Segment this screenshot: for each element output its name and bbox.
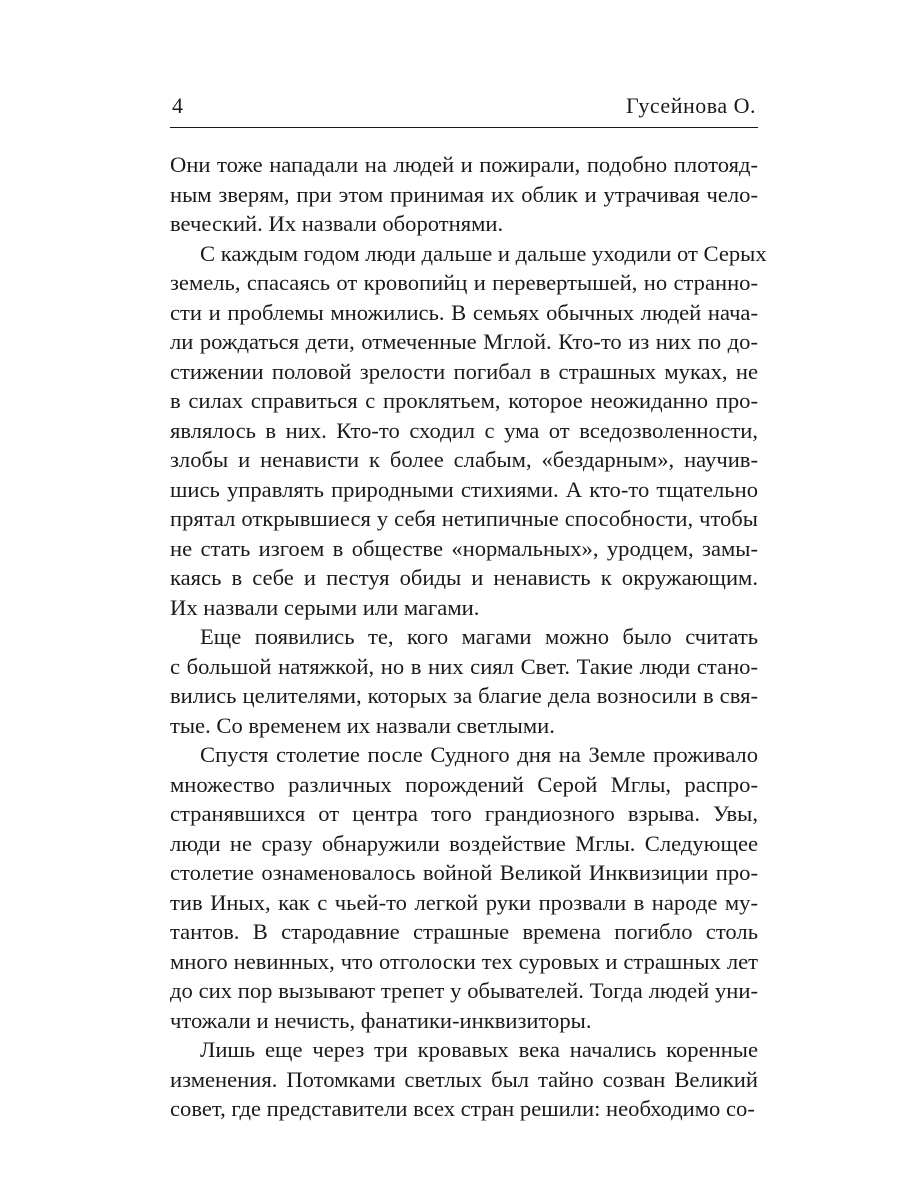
text-line: люди не сразу обнаружили воздействие Мглы. Следующее xyxy=(170,830,758,856)
author-name: Гусейнова О. xyxy=(626,93,756,118)
text-line: в силах справиться с проклятьем, которое неожиданно про- xyxy=(170,388,758,413)
text-line: тив Иных, как с чьей-то легкой руки прозвали в народе му- xyxy=(170,889,758,915)
text-line: чтожали и нечисть, фанатики-инквизиторы. xyxy=(170,1007,592,1033)
body-text xyxy=(170,150,767,1124)
text-line: шись управлять природными стихиями. А кто-то тщательно xyxy=(170,476,758,502)
text-line: стижении половой зрелости погибал в страшных муках, не xyxy=(170,358,758,384)
text-line: С каждым годом люди дальше и дальше уходили от Серых xyxy=(200,240,767,266)
text-line: прятал открывшиеся у себя нетипичные способности, чтобы xyxy=(170,506,758,531)
page-number: 4 xyxy=(172,93,183,118)
text-line: являлось в них. Кто-то сходил с ума от вседозволенности, xyxy=(170,417,758,443)
text-line: до сих пор вызывают трепет у обывателей. Тогда людей уни- xyxy=(170,978,758,1003)
text-line: Спустя столетие после Судного дня на Земле проживало xyxy=(200,742,758,767)
text-line: Их назвали серыми или магами. xyxy=(170,594,480,620)
text-line: веческий. Их назвали оборотнями. xyxy=(170,211,504,236)
text-line: не стать изгоем в обществе «нормальных», уродцем, замы- xyxy=(170,535,758,561)
text-line: тантов. В стародавние страшные времена погибло столь xyxy=(170,919,758,944)
paragraph xyxy=(170,150,758,239)
text-line: Лишь еще через три кровавых века начались коренные xyxy=(200,1037,758,1062)
text-line: ным зверям, при этом принимая их облик и утрачивая чело- xyxy=(170,181,758,207)
text-line: ли рождаться дети, отмеченные Мглой. Кто-то из них по до- xyxy=(170,329,758,354)
text-line: странявшихся от центра того грандиозного взрыва. Увы, xyxy=(170,801,758,826)
text-line: изменения. Потомками светлых был тайно созван Великий xyxy=(170,1066,758,1092)
text-line: земель, спасаясь от кровопийц и перевертышей, но странно- xyxy=(170,270,758,295)
paragraph xyxy=(170,1035,758,1124)
paragraph xyxy=(170,622,758,740)
running-head xyxy=(170,93,758,128)
text-line: тые. Со временем их назвали светлыми. xyxy=(170,712,555,738)
text-line: Они тоже нападали на людей и пожирали, подобно плотояд- xyxy=(170,152,758,177)
paragraph xyxy=(170,740,758,1035)
text-line: множество различных порождений Серой Мглы, распро- xyxy=(170,771,758,797)
paragraph xyxy=(170,239,767,623)
text-line: вились целителями, которых за благие дела возносили в свя- xyxy=(170,683,758,708)
text-line: совет, где представители всех стран решили: необходимо со- xyxy=(170,1096,755,1121)
text-line: много невинных, что отголоски тех суровых и страшных лет xyxy=(170,948,758,974)
text-line: злобы и ненависти к более слабым, «бездарным», научив- xyxy=(170,447,758,472)
text-line: каясь в себе и пестуя обиды и ненависть к окружающим. xyxy=(170,565,758,590)
text-line: столетие ознаменовалось войной Великой Инквизиции про- xyxy=(170,860,758,885)
text-line: с большой натяжкой, но в них сиял Свет. Такие люди стано- xyxy=(170,653,758,679)
text-line: Еще появились те, кого магами можно было считать xyxy=(200,624,758,649)
text-line: сти и проблемы множились. В семьях обычных людей нача- xyxy=(170,299,758,325)
